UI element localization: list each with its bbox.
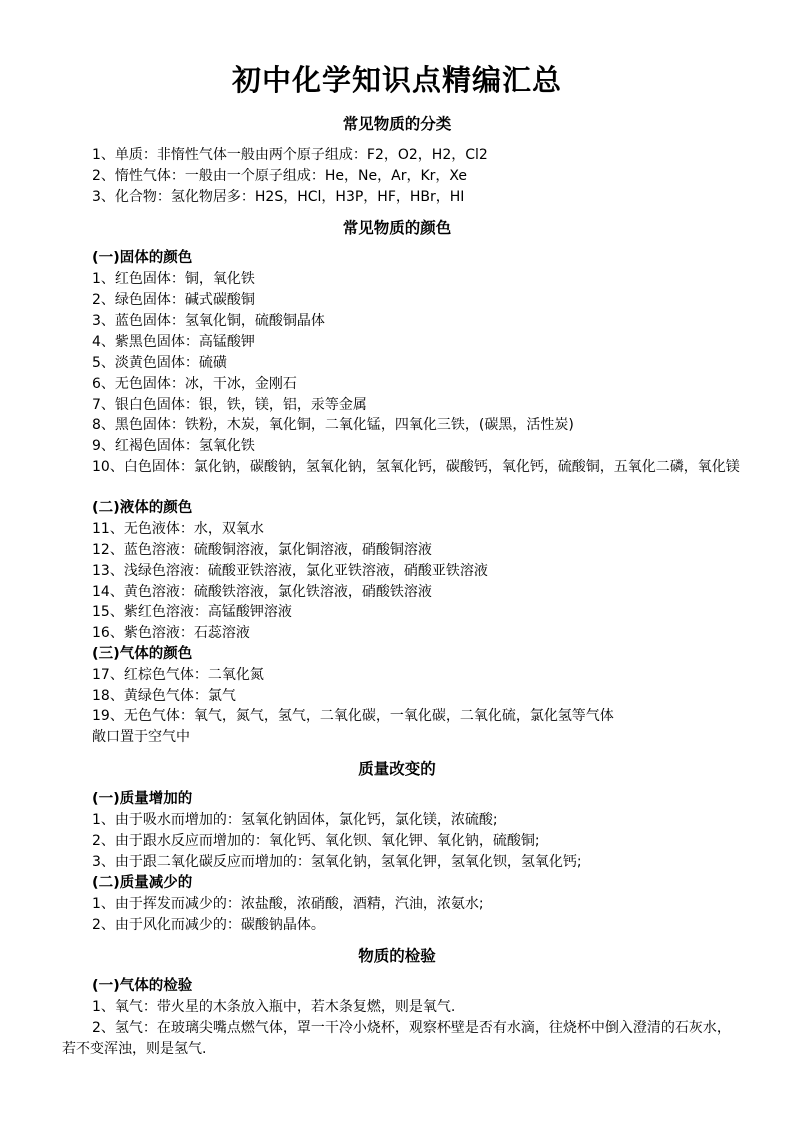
list-item: 16、紫色溶液：石蕊溶液 xyxy=(92,625,250,641)
section-heading-classification: 常见物质的分类 xyxy=(342,115,452,133)
subsection-title-gas-tests: (一)气体的检验 xyxy=(92,978,193,994)
list-item: 10、白色固体：氯化钠，碳酸钠，氢氧化钠，氢氧化钙，碳酸钙，氧化钙，硫酸铜，五氧化二磷，氧化镁 xyxy=(92,459,740,475)
list-item: 1、由于挥发而减少的：浓盐酸，浓硝酸，酒精，汽油，浓氨水; xyxy=(92,896,484,912)
section-heading-substance-tests: 物质的检验 xyxy=(358,947,436,965)
list-item: 15、紫红色溶液：高锰酸钾溶液 xyxy=(92,604,292,620)
subsection-title-mass-decrease: (二)质量减少的 xyxy=(92,875,193,891)
section-heading-colors: 常见物质的颜色 xyxy=(342,219,452,237)
subsection-title-liquid-colors: (二)液体的颜色 xyxy=(92,500,193,516)
list-item: 2、由于跟水反应而增加的：氧化钙、氧化钡、氧化钾、氧化钠，硫酸铜; xyxy=(92,833,540,849)
list-item: 6、无色固体：冰，干冰，金刚石 xyxy=(92,376,297,392)
list-item: 5、淡黄色固体：硫磺 xyxy=(92,355,227,371)
list-item: 11、无色液体：水，双氧水 xyxy=(92,521,264,537)
list-item: 13、浅绿色溶液：硫酸亚铁溶液，氯化亚铁溶液，硝酸亚铁溶液 xyxy=(92,563,488,579)
list-item: 敞口置于空气中 xyxy=(92,729,190,745)
subsection-title-mass-increase: (一)质量增加的 xyxy=(92,791,193,807)
list-item: 2、绿色固体：碱式碳酸铜 xyxy=(92,292,255,308)
list-item: 2、惰性气体：一般由一个原子组成：He，Ne，Ar，Kr，Xe xyxy=(92,168,467,184)
list-item: 17、红棕色气体：二氧化氮 xyxy=(92,667,264,683)
list-item: 14、黄色溶液：硫酸铁溶液，氯化铁溶液，硝酸铁溶液 xyxy=(92,584,432,600)
list-item: 3、由于跟二氧化碳反应而增加的：氢氧化钠，氢氧化钾，氢氧化钡，氢氧化钙; xyxy=(92,854,582,870)
list-item: 19、无色气体：氧气，氮气，氢气，二氧化碳，一氧化碳，二氧化硫，氯化氢等气体 xyxy=(92,708,614,724)
list-item: 18、黄绿色气体：氯气 xyxy=(92,688,236,704)
list-item: 12、蓝色溶液：硫酸铜溶液，氯化铜溶液，硝酸铜溶液 xyxy=(92,542,432,558)
document-title: 初中化学知识点精编汇总 xyxy=(231,63,562,97)
list-item: 4、紫黑色固体：高锰酸钾 xyxy=(92,334,255,350)
list-item: 1、氧气：带火星的木条放入瓶中，若木条复燃，则是氧气. xyxy=(92,999,456,1015)
list-item: 7、银白色固体：银，铁，镁，铝，汞等金属 xyxy=(92,397,367,413)
list-item: 3、蓝色固体：氢氧化铜，硫酸铜晶体 xyxy=(92,313,325,329)
list-item: 8、黑色固体：铁粉，木炭，氧化铜，二氧化锰，四氧化三铁，(碳黑，活性炭) xyxy=(92,417,574,433)
list-item: 1、由于吸水而增加的：氢氧化钠固体，氯化钙，氯化镁，浓硫酸; xyxy=(92,812,498,828)
list-item: 1、单质：非惰性气体一般由两个原子组成：F2，O2，H2，Cl2 xyxy=(92,147,488,163)
list-item: 9、红褐色固体：氢氧化铁 xyxy=(92,438,255,454)
list-item: 2、由于风化而减少的：碳酸钠晶体。 xyxy=(92,917,325,933)
subsection-title-solid-colors: (一)固体的颜色 xyxy=(92,250,193,266)
subsection-title-gas-colors: (三)气体的颜色 xyxy=(92,646,193,662)
list-item: 2、氢气：在玻璃尖嘴点燃气体，罩一干冷小烧杯，观察杯壁是否有水滴，往烧杯中倒入澄清的石灰水，若不变浑浊，则是氢气. xyxy=(62,1020,731,1057)
list-item: 3、化合物：氢化物居多：H2S，HCl，H3P，HF，HBr，HI xyxy=(92,189,465,205)
section-heading-mass-change: 质量改变的 xyxy=(358,760,436,778)
list-item: 1、红色固体：铜，氧化铁 xyxy=(92,271,255,287)
